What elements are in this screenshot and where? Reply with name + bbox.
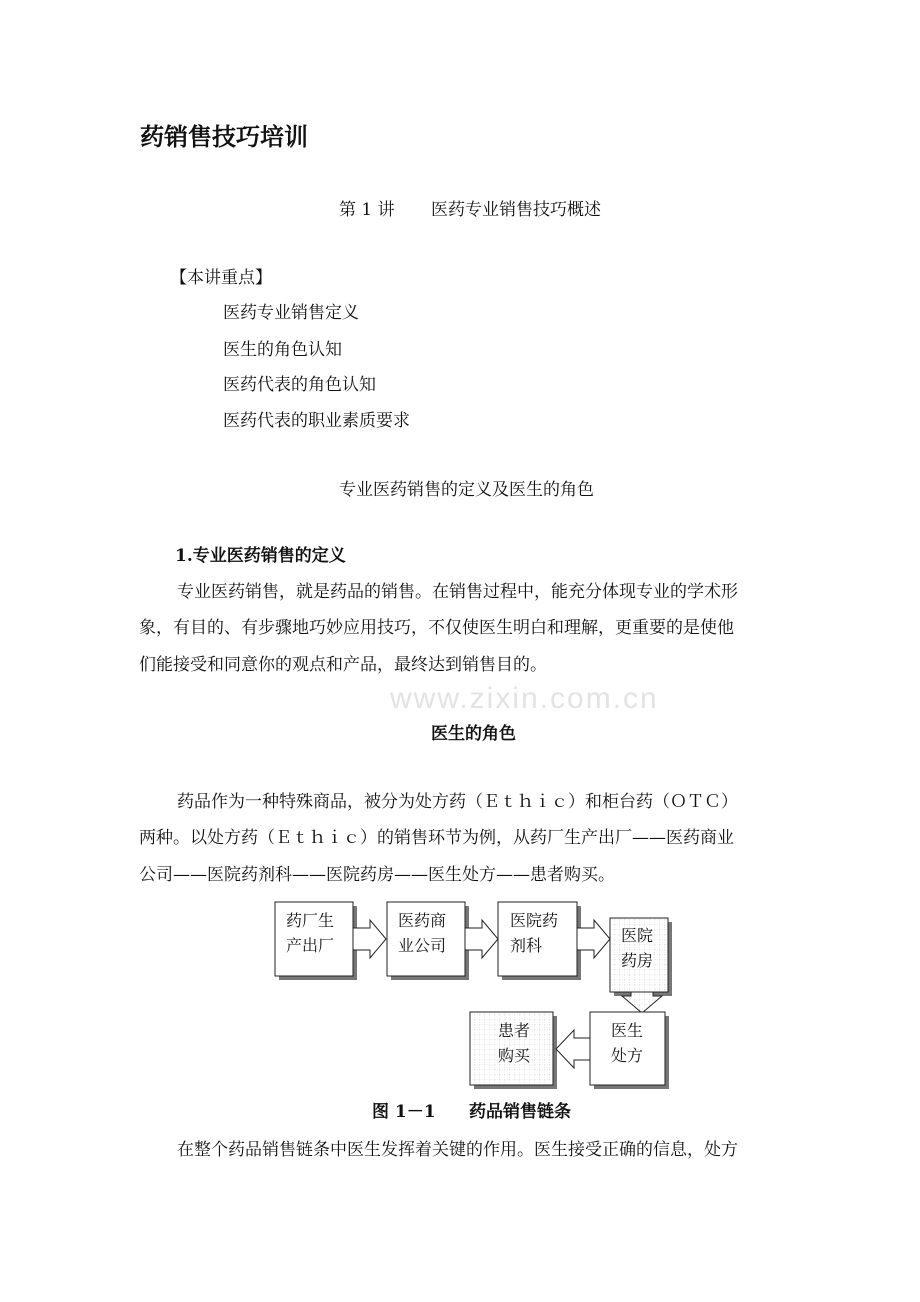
paragraph-line: 专业医药销售，就是药品的销售。在销售过程中，能充分体现专业的学术形: [177, 582, 738, 602]
arrow-right: [577, 920, 610, 958]
box-label: 医生: [611, 1021, 644, 1040]
document-title: 药销售技巧培训: [140, 122, 308, 151]
paragraph-line: 象，有目的、有步骤地巧妙应用技巧，不仅使医生明白和理解，更重要的是使他: [139, 618, 734, 638]
section-title: 专业医药销售的定义及医生的角色: [339, 480, 594, 500]
box-label: 药厂生: [286, 911, 335, 930]
sec1-heading: 1.专业医药销售的定义: [175, 546, 346, 566]
box-label: 药房: [621, 951, 654, 970]
key-points-heading: 【本讲重点】: [170, 268, 272, 288]
box-label: 购买: [498, 1046, 531, 1065]
arrow-left: [556, 1030, 590, 1068]
sec2-heading: 医生的角色: [431, 724, 516, 744]
box-label: 剂科: [510, 936, 543, 955]
lecture-number: 第 1 讲: [339, 200, 395, 220]
box-label: 医院: [621, 926, 654, 945]
arrow-right: [465, 920, 498, 958]
key-point-item: 医药代表的职业素质要求: [223, 411, 410, 431]
key-point-item: 医药代表的角色认知: [223, 375, 376, 395]
paragraph-line: 公司——医院药剂科——医院药房——医生处方——患者购买。: [139, 865, 615, 885]
box-label: 患者: [498, 1021, 531, 1040]
arrow-right: [353, 920, 386, 958]
figure-label: 图 1－1: [372, 1102, 436, 1122]
box-label: 处方: [611, 1046, 644, 1065]
box-label: 业公司: [398, 936, 447, 955]
figure-caption: 药品销售链条: [469, 1102, 571, 1122]
key-point-item: 医生的角色认知: [223, 340, 342, 360]
paragraph-line: 在整个药品销售链条中医生发挥着关键的作用。医生接受正确的信息，处方: [177, 1140, 738, 1160]
lecture-name: 医药专业销售技巧概述: [431, 200, 601, 220]
box-label: 产出厂: [286, 936, 335, 955]
paragraph-line: 们能接受和同意你的观点和产品，最终达到销售目的。: [139, 655, 547, 675]
watermark: www.zixin.com.cn: [390, 682, 659, 715]
paragraph-line: 药品作为一种特殊商品，被分为处方药（Ｅｔｈｉｃ）和柜台药（ＯＴＣ）: [177, 792, 738, 812]
paragraph-line: 两种。以处方药（Ｅｔｈｉｃ）的销售环节为例，从药厂生产出厂——医药商业: [139, 828, 734, 848]
key-point-item: 医药专业销售定义: [223, 303, 359, 323]
box-label: 医院药: [510, 911, 559, 930]
box-label: 医药商: [398, 911, 447, 930]
